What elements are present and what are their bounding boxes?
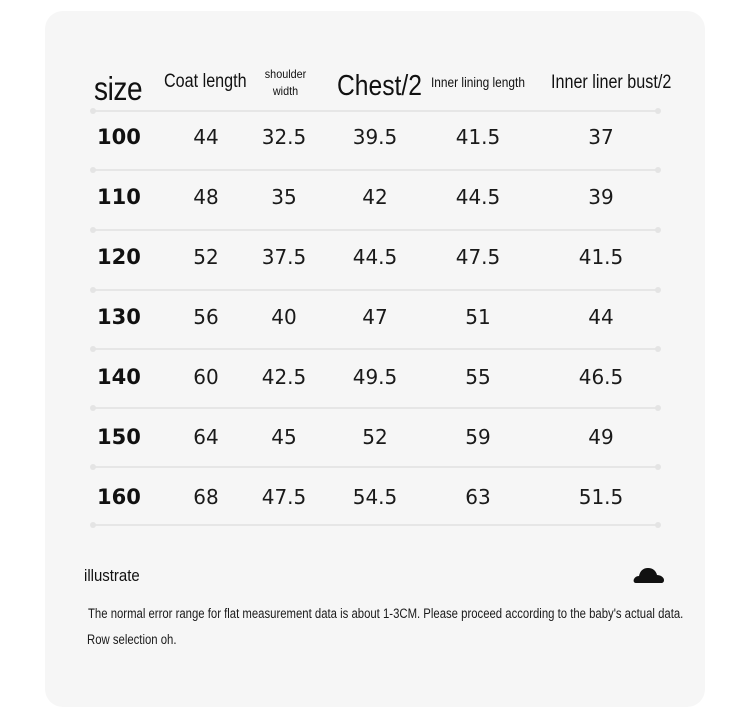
header-shoulder-line1: shoulder — [264, 67, 307, 81]
chest-cell: 54.5 — [352, 485, 398, 509]
illustrate-label: illustrate — [84, 566, 140, 585]
row-divider — [93, 289, 658, 291]
size-cell: 110 — [97, 185, 141, 209]
shoulder-cell: 35 — [271, 185, 297, 209]
bust-cell: 37 — [588, 125, 614, 149]
size-cell: 120 — [97, 245, 141, 269]
lining-cell: 41.5 — [455, 125, 501, 149]
coat-cell: 64 — [193, 425, 219, 449]
chest-cell: 47 — [362, 305, 388, 329]
chest-cell: 42 — [362, 185, 388, 209]
row-divider — [93, 466, 658, 468]
size-cell: 100 — [97, 125, 141, 149]
chest-cell: 52 — [362, 425, 388, 449]
header-shoulder-width — [263, 66, 308, 100]
row-divider — [93, 524, 658, 526]
shoulder-cell: 32.5 — [261, 125, 307, 149]
row-divider — [93, 169, 658, 171]
row-divider — [93, 110, 658, 112]
lining-cell: 51 — [465, 305, 491, 329]
coat-cell: 68 — [193, 485, 219, 509]
bust-cell: 51.5 — [578, 485, 624, 509]
size-chart-card — [45, 11, 705, 707]
header-size: size — [94, 70, 143, 107]
shoulder-cell: 40 — [271, 305, 297, 329]
note-row-selection: Row selection oh. — [87, 632, 177, 647]
row-divider — [93, 348, 658, 350]
shoulder-cell: 37.5 — [261, 245, 307, 269]
bust-cell: 46.5 — [578, 365, 624, 389]
row-divider — [93, 407, 658, 409]
coat-cell: 44 — [193, 125, 219, 149]
note-error-range: The normal error range for flat measurement data is about 1-3CM. Please proceed according to the baby's actual data. — [88, 606, 684, 621]
bust-cell: 44 — [588, 305, 614, 329]
chest-cell: 49.5 — [352, 365, 398, 389]
coat-cell: 52 — [193, 245, 219, 269]
lining-cell: 44.5 — [455, 185, 501, 209]
coat-cell: 48 — [193, 185, 219, 209]
header-inner-lining-length: Inner lining length — [431, 74, 525, 90]
header-inner-liner-bust: Inner liner bust/2 — [551, 72, 672, 93]
lining-cell: 63 — [465, 485, 491, 509]
header-shoulder-line2: width — [272, 84, 299, 98]
row-divider — [93, 229, 658, 231]
lining-cell: 55 — [465, 365, 491, 389]
shoulder-cell: 45 — [271, 425, 297, 449]
size-cell: 160 — [97, 485, 141, 509]
lining-cell: 47.5 — [455, 245, 501, 269]
shoulder-cell: 47.5 — [261, 485, 307, 509]
size-cell: 140 — [97, 365, 141, 389]
chest-cell: 44.5 — [352, 245, 398, 269]
header-chest: Chest/2 — [337, 70, 422, 102]
size-cell: 150 — [97, 425, 141, 449]
coat-cell: 60 — [193, 365, 219, 389]
bust-cell: 41.5 — [578, 245, 624, 269]
chest-cell: 39.5 — [352, 125, 398, 149]
bust-cell: 39 — [588, 185, 614, 209]
lining-cell: 59 — [465, 425, 491, 449]
cloud-icon — [633, 564, 665, 584]
size-cell: 130 — [97, 305, 141, 329]
header-coat-length: Coat length — [164, 71, 247, 92]
shoulder-cell: 42.5 — [261, 365, 307, 389]
coat-cell: 56 — [193, 305, 219, 329]
bust-cell: 49 — [588, 425, 614, 449]
